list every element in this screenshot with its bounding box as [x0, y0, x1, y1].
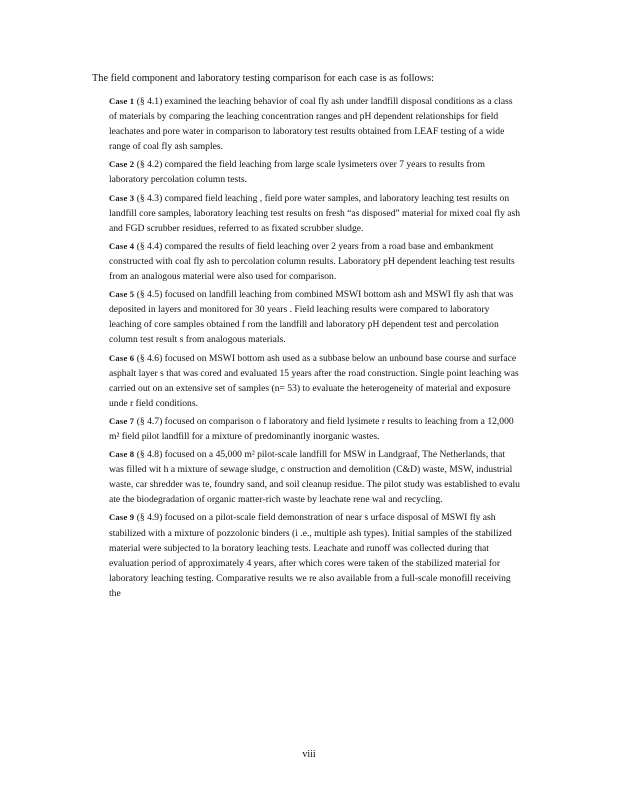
case-6-label: Case 6: [109, 352, 135, 363]
case-7: [109, 414, 521, 444]
case-2: [109, 157, 521, 187]
case-2-text: (§ 4.2) compared the field leaching from large scale lysimeters over 7 years to results from laboratory percolation column tests.: [109, 159, 485, 186]
case-4-label: Case 4: [109, 240, 135, 251]
intro-paragraph: The field component and laboratory testing comparison for each case is as follows:: [92, 73, 434, 84]
case-3-text: (§ 4.3) compared field leaching , field pore water samples, and laboratory leaching test results on landfill core samples, laboratory leaching test results on fresh “as disposed” material for mixed coal fly ash and FGD scrubber residues, referred to as fixated scrubber sludge.: [109, 192, 521, 234]
case-9-label: Case 9: [109, 512, 135, 523]
case-4: [109, 239, 521, 284]
case-8-text: (§ 4.8) focused on a 45,000 m² pilot‑scale landfill for MSW in Landgraaf, The Netherlands, that was filled wit h a mixture of sewage sludge, c onstruction and demolition (C&D) waste, MSW, industrial waste, car shredder was te, foundry sand, and soil cleanup residue. The pilot study was established to evalu ate the biodegradation of organic matter‑rich waste by leachate rene wal and recycling.: [109, 449, 520, 506]
case-4-text: (§ 4.4) compared the results of field leaching over 2 years from a road base and embankment constructed with coal fly ash to percolation column results. Laboratory pH dependent leaching test results from an analogous material were also used for comparison.: [109, 240, 515, 283]
case-7-text: (§ 4.7) focused on comparison o f laboratory and field lysimete r results to leaching from a 12,000 m² field pilot landfill for a mixture of predominantly inorganic wastes.: [109, 415, 514, 442]
case-5-text: (§ 4.5) focused on landfill leaching from combined MSWI bottom ash and MSWI fly ash that was deposited in layers and monitored for 30 years . Field leaching results were compared to laboratory leaching of core samples obtained f rom the landfill and laboratory pH dependent test and percolation column test result s from analogous materials.: [109, 289, 514, 346]
case-9: [109, 510, 521, 601]
case-2-label: Case 2: [109, 159, 135, 170]
case-1-label: Case 1: [109, 96, 135, 106]
case-7-label: Case 7: [109, 415, 135, 426]
case-3-label: Case 3: [109, 192, 135, 203]
case-5: [109, 287, 521, 347]
page-number: viii: [302, 749, 316, 760]
case-9-text: (§ 4.9) focused on a pilot‑scale field demonstration of near s urface disposal of MSWI fly ash stabilized with a mixture of pozzolonic binders (i .e., multiple ash types). Initial samples of the stabilized material were subjected to la boratory leaching tests. Leachate and runoff was collected during that evaluation period of approximately 4 years, after which cores were taken of the stabilized material for laboratory leaching testing. Comparative results we re also available from a full‑scale monofill receiving the: [109, 512, 512, 599]
case-1: [109, 94, 521, 154]
case-8: [109, 447, 521, 507]
case-5-label: Case 5: [109, 289, 135, 300]
case-6-text: (§ 4.6) focused on MSWI bottom ash used as a subbase below an unbound base course and surface asphalt layer s that was cored and evaluated 15 years after the road construction. Single point leaching was carried out on an extensive set of samples (n= 53) to evaluate the heterogeneity of material and exposure unde r field conditions.: [109, 352, 519, 409]
case-8-label: Case 8: [109, 449, 135, 460]
case-3: [109, 191, 521, 236]
case-list: [109, 94, 521, 604]
case-1-text: (§ 4.1) examined the leaching behavior of coal fly ash under landfill disposal conditions as a class of materials by comparing the leaching concentration ranges and pH dependent relationships for field leachates and pore water in comparison to laboratory test results obtained from LEAF testing of a wide range of coal fly ash samples.: [109, 96, 513, 153]
case-6: [109, 351, 521, 411]
